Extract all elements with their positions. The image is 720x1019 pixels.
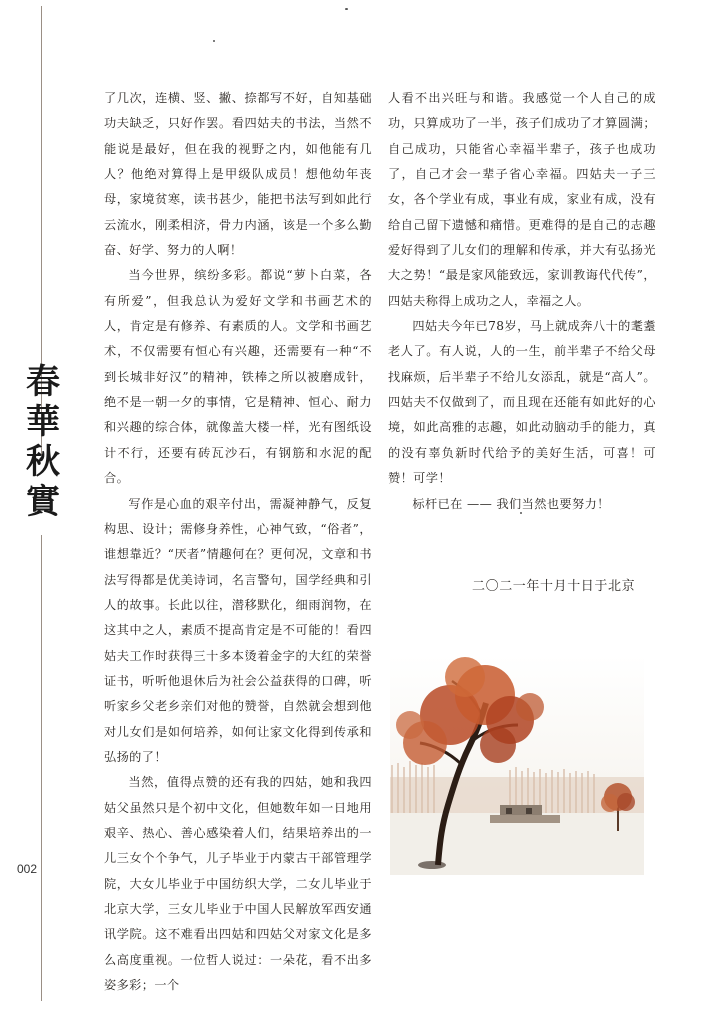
closing-line: 标杆已在 —— 我们当然也要努力！ xyxy=(412,496,610,511)
speck xyxy=(213,40,215,42)
date-line: 二〇二一年十月十日于北京 xyxy=(472,579,636,594)
left-column xyxy=(104,86,372,998)
speck xyxy=(345,8,348,10)
paragraph: 写作是心血的艰辛付出，需凝神静气，反复构思、设计；需修身养性，心神气致，“俗者”，谁想靠近？“厌者”情趣何在？更何况，文章和书法写得都是优美诗词，名言警句，国学经典和引人的故事。长此以往，潜移默化，细雨润物，在这其中之人，素质不提高肯定是不可能的！看四姑夫工作时获得三十多本烫着金字的大红的荣誉证书，听听他退休后为社会公益获得的口碑，听听家乡父老乡亲们对他的赞誉，自然就会想到他对儿女们是如何培养，如何让家文化得到传承和弘扬的了！ xyxy=(104,496,372,764)
page-number: 002 xyxy=(17,862,38,876)
right-column xyxy=(388,86,656,517)
paragraph: 人看不出兴旺与和谐。我感觉一个人自己的成功，只算成功了一半，孩子们成功了才算圆满；自己成功，只能省心幸福半辈子，孩子也成功了，自己才会一辈子省心幸福。四姑夫一子三女，各个学业有成，事业有成，家业有成，没有给自己留下遗憾和痛惜。更难得的是自己的志趣爱好得到了儿女们的理解和传承，并大有弘扬光大之势！“最是家风能致远，家训教诲代代传”，四姑夫称得上成功之人，幸福之人。 xyxy=(388,91,656,308)
paragraph: 了几次，连横、竖、撇、捺都写不好，自知基础功夫缺乏，只好作罢。看四姑夫的书法，当然不能说是最好，但在我的视野之内，如他能有几人？他绝对算得上是甲级队成员！想他幼年丧母，家境贫寒，读书甚少，能把书法写到如此行云流水，刚柔相济，骨力内涵，该是一个多么勤奋、好学、努力的人啊！ xyxy=(104,91,372,258)
side-title-char: 秋 xyxy=(26,442,60,482)
side-title-char: 華 xyxy=(26,402,60,442)
side-title-char: 春 xyxy=(26,362,60,402)
autumn-tree-photo xyxy=(390,655,644,875)
side-title xyxy=(14,362,72,522)
side-title-char: 實 xyxy=(26,482,60,522)
paragraph: 四姑夫今年已78岁，马上就成奔八十的耄耋老人了。有人说，人的一生，前半辈子不给父母找麻烦，后半辈子不给儿女添乱，就是“高人”。四姑夫不仅做到了，而且现在还能有如此好的心境，如此高雅的志趣，如此动脑动手的能力，真的没有辜负新时代给予的美好生活，可喜！可赞！可学！ xyxy=(388,319,656,486)
speck xyxy=(520,512,522,514)
paragraph: 当今世界，缤纷多彩。都说“萝卜白菜，各有所爱”，但我总认为爱好文学和书画艺术的人，肯定是有修养、有素质的人。文学和书画艺术，不仅需要有恒心有兴趣，还需要有一种“不到长城非好汉”的精神，铁棒之所以被磨成针，绝不是一朝一夕的事情，它是精神、恒心、耐力和兴趣的综合体，就像盖大楼一样，光有图纸设计不行，还要有砖瓦沙石，有钢筋和水泥的配合。 xyxy=(104,268,372,486)
paragraph: 当然，值得点赞的还有我的四姑，她和我四姑父虽然只是个初中文化，但她数年如一日地用艰辛、热心、善心感染着人们，结果培养出的一儿三女个个争气，儿子毕业于内蒙古干部管理学院，大女儿毕业于中国纺织大学，二女儿毕业于北京大学，三女儿毕业于中国人民解放军西安通讯学院。这不难看出四姑和四姑父对家文化是多么高度重视。一位哲人说过：一朵花，看不出多姿多彩；一个 xyxy=(104,775,372,993)
